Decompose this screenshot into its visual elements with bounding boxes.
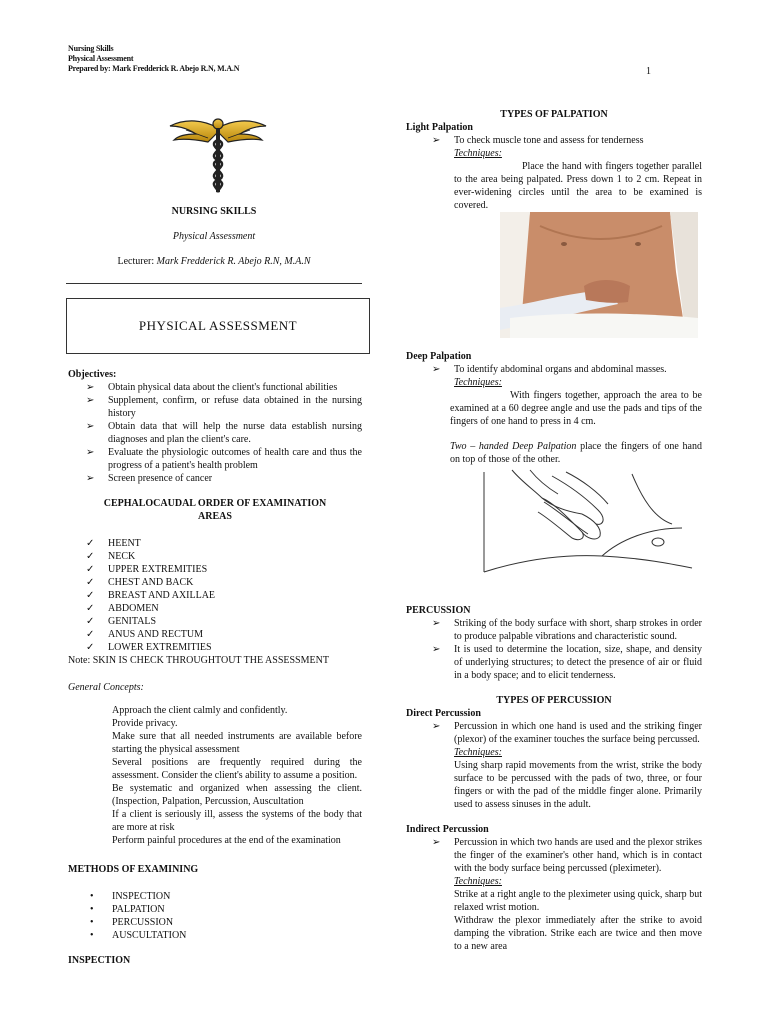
lecturer-name: Mark Fredderick R. Abejo R.N, M.A.N	[156, 256, 311, 267]
objectives-heading: Objectives:	[68, 369, 117, 380]
header-topic: Physical Assessment	[68, 54, 134, 63]
list-item: Several positions are frequently required during the assessment. Consider the client's ability to assume a position.	[112, 757, 362, 781]
light-palpation-photo	[500, 212, 698, 338]
right-column-2	[406, 350, 702, 466]
list-item: • AUSCULTATION	[90, 930, 187, 941]
techniques-label: Techniques:	[454, 876, 502, 887]
list-item: ✓ CHEST AND BACK	[86, 577, 194, 588]
percussion-list	[406, 617, 702, 682]
light-palpation-text: Place the hand with fingers together parallel to the area being palpated. Press down 1 to 2 cm. Repeat in ever-widening circles until the area to be examined is covered.	[454, 161, 702, 211]
arrow-bullet-icon: ➢	[432, 135, 441, 146]
list-item: Approach the client calmly and confidently.	[112, 705, 288, 716]
direct-percussion-heading: Direct Percussion	[406, 708, 481, 719]
check-icon: ✓	[86, 629, 95, 640]
check-icon: ✓	[86, 577, 95, 588]
check-icon: ✓	[86, 538, 95, 549]
deep-palpation-text: With fingers together, approach the area to be examined at a 60 degree angle and use the pads and tips of the fingers of one hand to press in 4 cm.	[450, 390, 702, 427]
indirect-percussion-text-2: Withdraw the plexor immediately after the strike to avoid damping the vibration. Strike each are twice and then move to a new area	[454, 915, 702, 952]
arrow-bullet-icon: ➢	[86, 447, 95, 458]
list-item: Provide privacy.	[112, 718, 178, 729]
divider-rule	[66, 283, 362, 284]
check-icon: ✓	[86, 564, 95, 575]
course-title: NURSING SKILLS	[171, 206, 257, 217]
lecturer-label: Lecturer:	[117, 256, 155, 267]
list-item: ✓ UPPER EXTREMITIES	[86, 564, 208, 575]
list-item: ✓ HEENT	[86, 538, 141, 549]
two-handed-text: Two – handed Deep Palpation place the fingers of one hand on top of those of the other.	[450, 441, 702, 465]
document-header	[68, 44, 239, 74]
deep-palpation-heading: Deep Palpation	[406, 351, 472, 362]
right-column	[406, 108, 702, 212]
light-palpation-heading: Light Palpation	[406, 122, 473, 133]
section-title: PHYSICAL ASSESSMENT	[138, 318, 298, 333]
list-item: ➢ To identify abdominal organs and abdominal masses.	[432, 364, 667, 375]
list-item: ✓ GENITALS	[86, 616, 157, 627]
skin-note: Note: SKIN IS CHECK THROUGHTOUT THE ASSESSMENT	[68, 655, 329, 666]
arrow-bullet-icon: ➢	[432, 364, 441, 375]
areas-list	[68, 537, 362, 654]
check-icon: ✓	[86, 616, 95, 627]
dot-bullet-icon: •	[90, 917, 94, 928]
list-item: • INSPECTION	[90, 891, 171, 902]
general-concepts-heading: General Concepts:	[68, 682, 144, 693]
arrow-bullet-icon: ➢	[432, 721, 441, 732]
direct-percussion-block	[406, 720, 702, 811]
section-title-box	[66, 298, 370, 354]
deep-palpation-drawing	[482, 468, 694, 586]
arrow-bullet-icon: ➢	[86, 382, 95, 393]
list-item: ➢ Percussion in which two hands are used and the plexor strikes the finger of the examiner's other hand, which is in contact with the body surface being percussed (pleximeter).	[432, 837, 702, 874]
dot-bullet-icon: •	[90, 904, 94, 915]
techniques-label: Techniques:	[454, 377, 502, 388]
percussion-heading: PERCUSSION	[406, 605, 471, 616]
list-item: Make sure that all needed instruments are available before starting the physical assessment	[112, 731, 362, 755]
right-column-3	[406, 604, 702, 953]
list-item: Be systematic and organized when assessing the client. (Inspection, Palpation, Percussion, Auscultation	[112, 783, 362, 807]
list-item: ✓ BREAST AND AXILLAE	[86, 590, 216, 601]
list-item: ➢ Screen presence of cancer	[86, 473, 213, 484]
indirect-percussion-text-1: Strike at a right angle to the pleximeter using quick, sharp but relaxed wrist motion.	[454, 889, 702, 913]
two-handed-label: Two – handed Deep Palpation	[450, 441, 577, 452]
list-item: ➢ Obtain physical data about the client's functional abilities	[86, 382, 338, 393]
course-subtitle: Physical Assessment	[172, 231, 256, 242]
list-item: • PERCUSSION	[90, 917, 174, 928]
list-item: ➢ Percussion in which one hand is used and the striking finger (plexor) of the examiner touches the surface being percussed.	[432, 721, 702, 745]
direct-percussion-text: Using sharp rapid movements from the wrist, strike the body surface to be percussed with the pads of two, three, or four fingers or with the pad of the middle finger alone. Primarily used to assess sinuses in the adult.	[454, 760, 702, 810]
list-item: ➢ It is used to determine the location, size, shape, and density of underlying structures; to detect the presence of air or fluid in a body space; and to elicit tenderness.	[432, 644, 702, 681]
arrow-bullet-icon: ➢	[432, 644, 441, 655]
general-concepts-list	[68, 704, 362, 847]
arrow-bullet-icon: ➢	[86, 395, 95, 406]
arrow-bullet-icon: ➢	[86, 421, 95, 432]
techniques-label: Techniques:	[454, 148, 502, 159]
check-icon: ✓	[86, 551, 95, 562]
objectives-list	[68, 381, 362, 485]
list-item: ✓ LOWER EXTREMITIES	[86, 642, 212, 653]
methods-heading: METHODS OF EXAMINING	[68, 864, 199, 875]
lecturer-line	[80, 255, 348, 268]
methods-list	[68, 890, 362, 942]
list-item: ✓ NECK	[86, 551, 136, 562]
list-item: Perform painful procedures at the end of the examination	[112, 835, 341, 846]
check-icon: ✓	[86, 642, 95, 653]
types-palpation-heading: TYPES OF PALPATION	[500, 109, 608, 120]
cephalocaudal-heading: CEPHALOCAUDAL ORDER OF EXAMINATION AREAS	[103, 498, 327, 522]
list-item: ➢ Obtain data that will help the nurse data establish nursing diagnoses and plan the client's care.	[86, 421, 362, 445]
check-icon: ✓	[86, 590, 95, 601]
list-item: ✓ ABDOMEN	[86, 603, 159, 614]
types-percussion-heading: TYPES OF PERCUSSION	[496, 695, 612, 706]
caduceus-icon	[168, 112, 268, 196]
list-item: ✓ ANUS AND RECTUM	[86, 629, 204, 640]
indirect-percussion-block	[406, 836, 702, 953]
left-column	[68, 368, 362, 967]
light-palpation-block	[406, 134, 702, 212]
header-author: Prepared by: Mark Fredderick R. Abejo R.N, M.A.N	[68, 64, 240, 73]
arrow-bullet-icon: ➢	[432, 837, 441, 848]
check-icon: ✓	[86, 603, 95, 614]
list-item: ➢ Supplement, confirm, or refuse data obtained in the nursing history	[86, 395, 362, 419]
arrow-bullet-icon: ➢	[86, 473, 95, 484]
list-item: ➢ Striking of the body surface with short, sharp strokes in order to produce palpable vibrations and characteristic sound.	[432, 618, 702, 642]
inspection-heading: INSPECTION	[68, 955, 131, 966]
dot-bullet-icon: •	[90, 930, 94, 941]
list-item: If a client is seriously ill, assess the systems of the body that are more at risk	[112, 809, 362, 833]
indirect-percussion-heading: Indirect Percussion	[406, 824, 489, 835]
header-course: Nursing Skills	[68, 44, 114, 53]
list-item: ➢ To check muscle tone and assess for tenderness	[432, 135, 644, 146]
techniques-label: Techniques:	[454, 747, 502, 758]
deep-palpation-block	[406, 363, 702, 389]
arrow-bullet-icon: ➢	[432, 618, 441, 629]
list-item: • PALPATION	[90, 904, 165, 915]
dot-bullet-icon: •	[90, 891, 94, 902]
page-number: 1	[646, 66, 651, 77]
list-item: ➢ Evaluate the physiologic outcomes of health care and thus the progress of a patient's health problem	[86, 447, 362, 471]
